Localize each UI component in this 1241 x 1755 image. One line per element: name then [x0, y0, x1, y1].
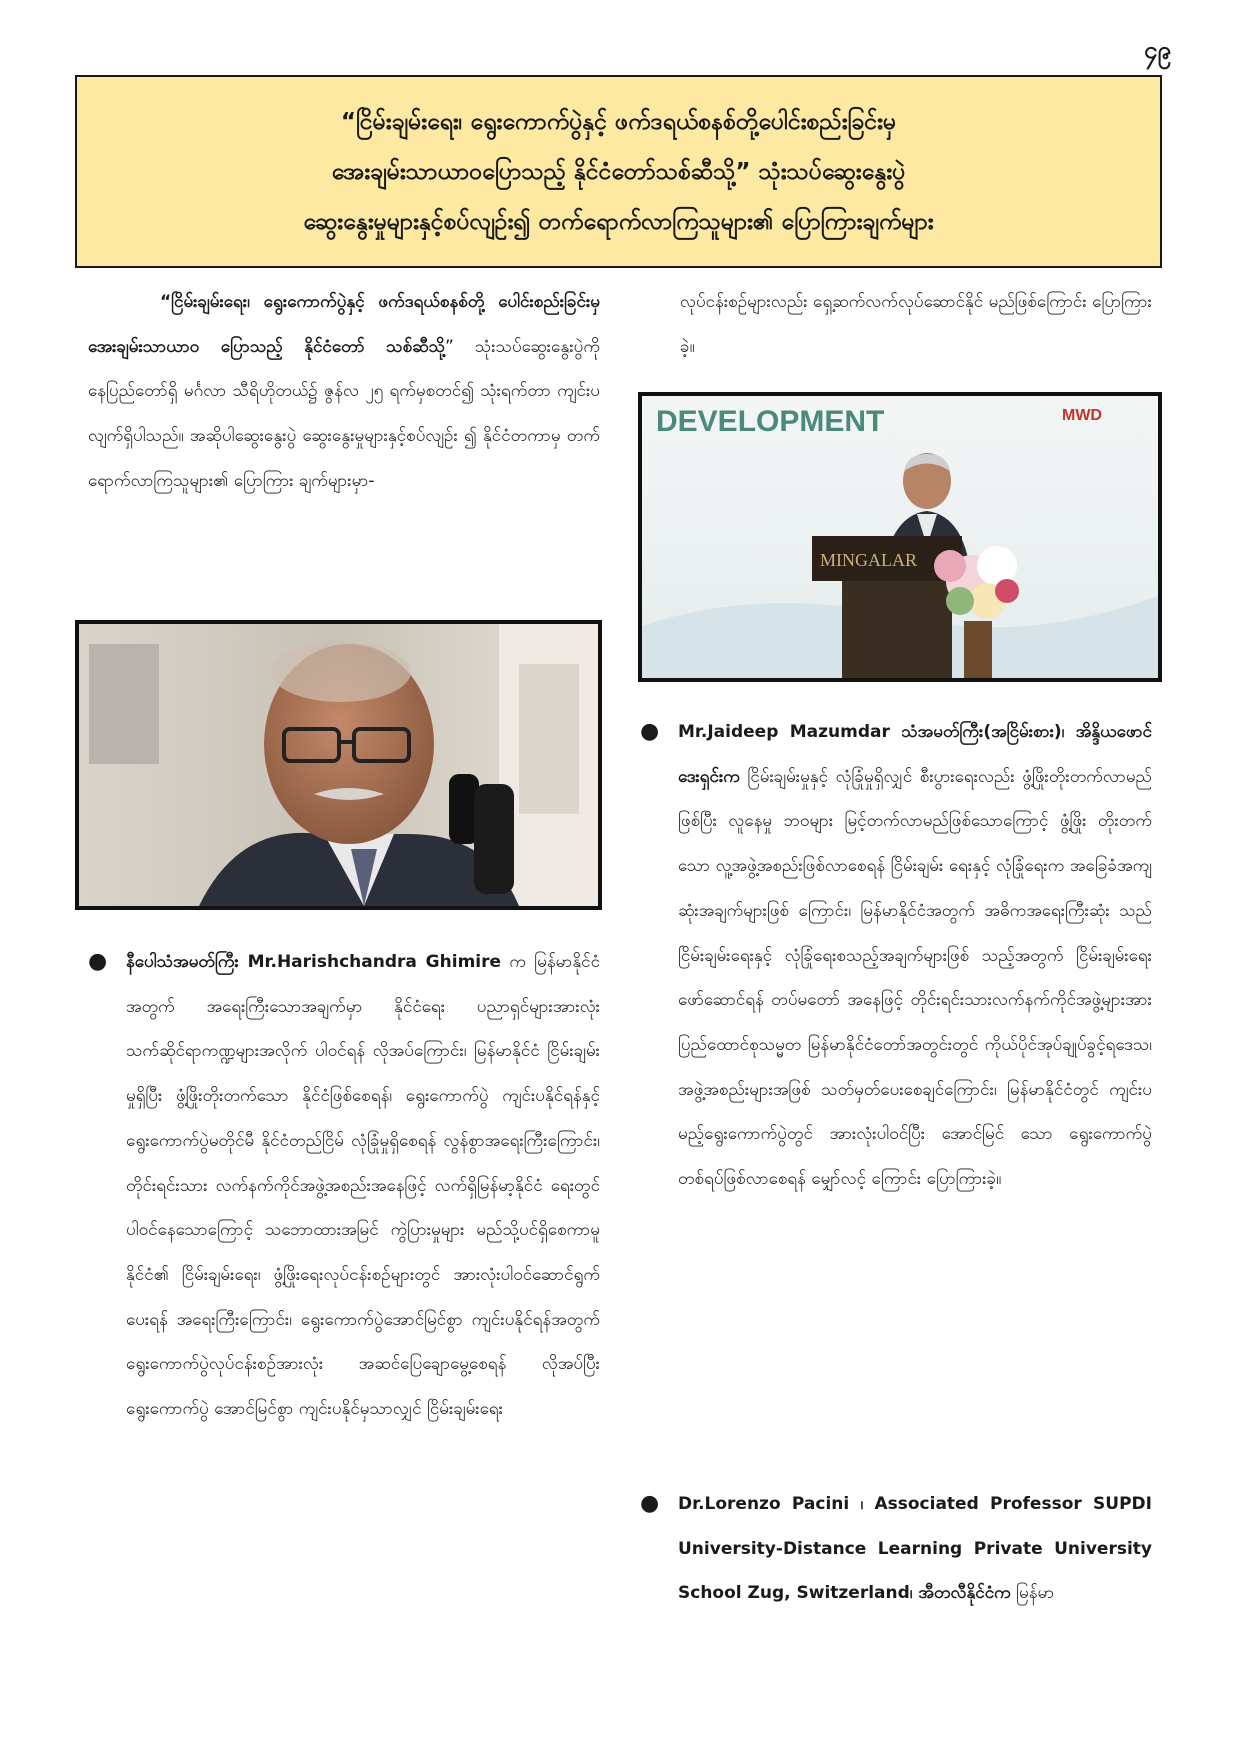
bullet-icon: ● [640, 1491, 660, 1516]
continuation-text: လုပ်ငန်းစဉ်များလည်း ရှေ့ဆက်လက်လုပ်ဆောင်နိုင် မည်ဖြစ်ကြောင်း ပြောကြားခဲ့။ [680, 292, 1152, 357]
speaker-3-item [640, 1482, 1152, 1616]
speaker-1-text: က မြန်မာနိုင်ငံအတွက် အရေးကြီးသောအချက်မှာ နိုင်ငံရေး ပညာရှင်များအားလုံး သက်ဆိုင်ရာကဏ္ဍများအလိုက် ပါဝင်ရန် လိုအပ်ကြောင်း၊ မြန်မာနိုင်ငံ ငြိမ်းချမ်းမှုရှိပြီး ဖွံ့ဖြိုးတိုးတက်သော နိုင်ငံဖြစ်စေရန်၊ ရွေးကောက်ပွဲ ကျင်းပနိုင်ရန်နှင့် ရွေးကောက်ပွဲမတိုင်မီ နိုင်ငံတည်ငြိမ် လုံခြုံမှုရှိစေရန် လွန်စွာအရေးကြီးကြောင်း၊ တိုင်းရင်းသား လက်နက်ကိုင်အဖွဲ့အစည်းအနေဖြင့် လက်ရှိမြန်မာ့နိုင်ငံ ရေးတွင် ပါဝင်နေသောကြောင့် သဘောထားအမြင် ကွဲပြားမှုများ မည်သို့ပင်ရှိစေကာမူ နိုင်ငံ၏ ငြိမ်းချမ်းရေး၊ ဖွံ့ဖြိုးရေးလုပ်ငန်းစဉ်များတွင် အားလုံးပါဝင်ဆောင်ရွက် ပေးရန် အရေးကြီးကြောင်း၊ ရွေးကောက်ပွဲအောင်မြင်စွာ ကျင်းပနိုင်ရန်အတွက် ရွေးကောက်ပွဲလုပ်ငန်းစဉ်အားလုံး အဆင်ပြေချောမွေ့စေရန် လိုအပ်ပြီး ရွေးကောက်ပွဲ အောင်မြင်စွာ ကျင်းပနိုင်မှသာလျှင် ငြိမ်းချမ်းရေး [126, 952, 600, 1420]
podium-image [642, 396, 1158, 678]
speaker-3-section [640, 1482, 1152, 1632]
speaker-1-item [88, 940, 600, 1432]
banner-text: DEVELOPMENT [656, 405, 885, 438]
speaker-2-title: Mr.Jaideep Mazumdar သံအမတ်ကြီး(အငြိမ်းစား)၊ အိန္ဒိယဖောင်ဒေးရှင်းက [678, 722, 1152, 787]
page-number: ၄၉ [1144, 36, 1171, 64]
speaker-1-section [88, 940, 600, 1660]
speaker-3-text: မြန်မာ [1010, 1583, 1055, 1604]
headline-line-2: အေးချမ်းသာယာဝပြောသည့် နိုင်ငံတော်သစ်ဆီသို့” သုံးသပ်ဆွေးနွေးပွဲ [331, 158, 906, 185]
intro-bold-title: “ငြိမ်းချမ်းရေး၊ ရွေးကောက်ပွဲနှင့် ဖက်ဒရယ်စနစ်တို့ ပေါင်းစည်းခြင်းမှ အေးချမ်းသာယာဝ ပြောသည့် နိုင်ငံတော် သစ်ဆီသို့ [88, 292, 600, 357]
ambassador-portrait-photo [75, 620, 602, 910]
speaker-1-name: Mr.Harishchandra Ghimire [238, 952, 502, 972]
speaker-2-item [640, 710, 1152, 1202]
podium-text: MINGALAR [820, 550, 917, 570]
speaker-3-title: Dr.Lorenzo Pacini ၊ Associated Professor SUPDI University-Distance Learning Private University School Zug, Switzerland၊ အီတလီနိုင်ငံက [678, 1494, 1152, 1604]
speaker-1-title: နီပေါသံအမတ်ကြီး [126, 952, 239, 972]
logo-text: MWD [1062, 407, 1102, 424]
speaker-2-section [640, 710, 1152, 1390]
podium-speech-photo [638, 392, 1162, 682]
continuation-paragraph [640, 280, 1152, 375]
speaker-2-text: ငြိမ်းချမ်းမှုနှင့် လုံခြုံမှုရှိလျှင် စီးပွားရေးလည်း ဖွံ့ဖြိုးတိုးတက်လာမည်ဖြစ်ပြီး လူနေမှု ဘဝများ မြင့်တက်လာမည်ဖြစ်သောကြောင့် ဖွံ့ဖြိုး တိုးတက်သော လူ့အဖွဲ့အစည်းဖြစ်လာစေရန် ငြိမ်းချမ်း ရေးနှင့် လုံခြုံရေးက အခြေခံအကျဆုံးအချက်များဖြစ် ကြောင်း၊ မြန်မာနိုင်ငံအတွက် အဓိကအရေးကြီးဆုံး သည် ငြိမ်းချမ်းရေးနှင့် လုံခြုံရေးစသည့်အချက်များဖြစ် သည့်အတွက် ငြိမ်းချမ်းရေးဖော်ဆောင်ရန် တပ်မတော် အနေဖြင့် တိုင်းရင်းသားလက်နက်ကိုင်အဖွဲ့များအား ပြည်ထောင်စုသမ္မတ မြန်မာနိုင်ငံတော်အတွင်းတွင် ကိုယ်ပိုင်အုပ်ချုပ်ခွင့်ရဒေသ၊ အဖွဲ့အစည်းများအဖြစ် သတ်မှတ်ပေးစေချင်ကြောင်း၊ မြန်မာနိုင်ငံတွင် ကျင်းပ မည့်ရွေးကောက်ပွဲတွင် အားလုံးပါဝင်ပြီး အောင်မြင် သော ရွေးကောက်ပွဲတစ်ရပ်ဖြစ်လာစေရန် မျှော်လင့် ကြောင်း ပြောကြားခဲ့။ [678, 766, 1152, 1190]
headline-box [75, 75, 1162, 268]
bullet-icon: ● [640, 719, 660, 744]
portrait-image [79, 624, 598, 906]
headline-line-3: ဆွေးနွေးမှုများနှင့်စပ်လျဉ်း၍ တက်ရောက်လာကြသူများ၏ ပြောကြားချက်များ [303, 208, 934, 235]
bullet-icon: ● [88, 949, 108, 974]
headline-line-1: “ငြိမ်းချမ်းရေး၊ ရွေးကောက်ပွဲနှင့် ဖက်ဒရယ်စနစ်တို့ပေါင်းစည်းခြင်းမှ [340, 108, 897, 135]
intro-text: ” သုံးသပ်ဆွေးနွေးပွဲကို နေပြည်တော်ရှိ မင်္ဂလာ သီရိဟိုတယ်၌ ဇွန်လ ၂၅ ရက်မှစတင်၍ သုံးရက်တာ ကျင်းပ လျက်ရှိပါသည်။ အဆိုပါဆွေးနွေးပွဲ ဆွေးနွေးမှုများနှင့်စပ်လျဉ်း ၍ နိုင်ငံတကာမှ တက်ရောက်လာကြသူများ၏ ပြောကြား ချက်များမှာ- [88, 336, 600, 491]
intro-paragraph [88, 280, 600, 610]
